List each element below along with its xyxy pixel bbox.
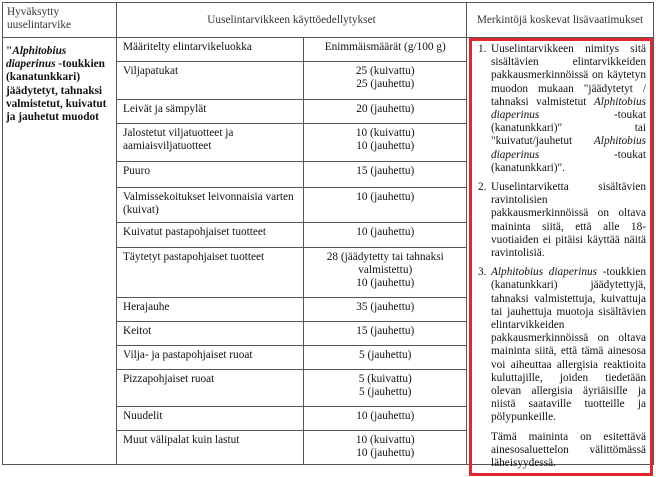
labelling-item xyxy=(478,43,646,175)
amount-cell xyxy=(303,406,467,430)
category-cell: Keitot xyxy=(117,321,303,345)
category-cell: Valmissekoitukset leivonnaisia varten (kuivat) xyxy=(117,187,303,222)
category-column-header: Määritelty elintarvikeluokka xyxy=(117,38,303,61)
amount-line: 15 (jauhettu) xyxy=(356,324,415,337)
amount-line: 5 (kuivattu) xyxy=(358,372,412,385)
amount-cell xyxy=(303,345,467,369)
amount-line: 10 (kuivattu) xyxy=(355,433,415,446)
amount-line: 10 (jauhettu) xyxy=(356,190,415,203)
amount-cell xyxy=(303,430,467,464)
amount-line: 10 (jauhettu) xyxy=(356,409,415,422)
body-row xyxy=(3,38,654,465)
amount-cell xyxy=(303,222,467,247)
labelling-final-paragraph: Tämä maininta on esitettävä ainesosaluettelon välittömässä läheisyydessä. xyxy=(491,430,646,470)
category-cell: Viljapatukat xyxy=(117,61,303,99)
table-row xyxy=(117,99,467,123)
category-cell: Muut välipalat kuin lastut xyxy=(123,433,240,446)
item-number: 3. xyxy=(478,266,487,279)
table-row xyxy=(117,430,467,464)
category-cell: Nuudelit xyxy=(117,406,303,430)
item-text: Uuselintarviketta sisältävien ravintolisien pakkausmerkinnöissä on oltava maininta siitä, että alle 18-vuotiaiden ei pitäisi käyttää näitä ravintolisiä. xyxy=(491,181,646,260)
item-text: Alphitobius diaperinus -toukkien (kanatunkkari) jäädytettyjä, tahnaksi valmistettuja, kuivattuja tai jauhettuja muotoja sisältävien elintarvikkeiden pakkausmerkinnöissä on oltava maininta siitä, että tämä ainesosa voi aiheuttaa allergisia reaktioita kuluttajille, joiden tiedetään olevan allergisia äyriäisille ja niistä saataville tuotteille ja pölypunkeille. xyxy=(491,266,646,424)
category-cell: Täytetyt pastapohjaiset tuotteet xyxy=(117,247,303,297)
amount-cell xyxy=(303,369,467,406)
labelling-item xyxy=(478,181,646,260)
amount-cell xyxy=(303,187,467,222)
category-cell: Leivät ja sämpylät xyxy=(117,99,303,123)
amount-line: 35 (jauhettu) xyxy=(356,300,415,313)
header-row xyxy=(3,3,654,38)
category-cell: Jalostetut viljatuotteet ja aamiaisviljatuotteet xyxy=(117,123,303,161)
conditions-cell xyxy=(117,38,467,465)
amount-line: 20 (jauhettu) xyxy=(356,102,415,115)
amount-cell xyxy=(303,321,467,345)
table-row xyxy=(117,161,467,187)
species-name: Alphitobius diaperinus xyxy=(6,45,67,71)
conditions-header-row xyxy=(117,38,467,61)
category-cell: Vilja- ja pastapohjaiset ruoat xyxy=(117,345,303,369)
labelling-item xyxy=(478,266,646,424)
amount-line: 25 (kuivattu) xyxy=(355,64,415,77)
amount-line: 15 (jauhettu) xyxy=(356,164,415,177)
table-row xyxy=(117,222,467,247)
novel-food-name: "Alphitobius diaperinus -toukkien (kanatunkkari) jäädytetyt, tahnaksi valmistetut, kuivatut ja jauhetut muodot xyxy=(3,38,117,465)
table-row xyxy=(117,187,467,222)
item-text: Uuselintarvikkeen nimitys sitä sisältävien elintarvikkeiden pakkausmerkinnöissä on käytetyn muodon mukaan "jäädytetyt / tahnaksi valmistetut Alphitobius diaperinus -toukat (kanatunkkari)" tai "kuivatut/jauhetut Alphitobius diaperinus -toukat (kanatunkkari)". xyxy=(491,43,646,174)
amount-cell xyxy=(303,99,467,123)
amount-line: 28 (jäädytetty tai tahnaksi valmistettu) xyxy=(326,250,444,276)
amount-cell xyxy=(303,61,467,99)
amount-line: 5 (jauhettu) xyxy=(359,385,412,398)
labelling-cell xyxy=(467,38,654,470)
table-row xyxy=(117,123,467,161)
novel-food-forms: -toukkien (kanatunkkari) jäädytetyt, tahnaksi valmistetut, kuivatut ja jauhetut muodot xyxy=(6,58,107,124)
amount-line: 5 (jauhettu) xyxy=(359,348,412,361)
table-row xyxy=(117,406,467,430)
table-row xyxy=(117,247,467,297)
amount-line: 10 (jauhettu) xyxy=(356,446,415,459)
category-cell: Pizzapohjaiset ruoat xyxy=(117,369,303,406)
amount-column-header: Enimmäismäärät (g/100 g) xyxy=(303,38,467,61)
amount-cell xyxy=(303,297,467,321)
amount-line: 10 (jauhettu) xyxy=(356,276,415,289)
conditions-header: Uuselintarvikkeen käyttöedellytykset xyxy=(117,3,467,38)
amount-line: 10 (kuivattu) xyxy=(355,126,415,139)
amount-line: 10 (jauhettu) xyxy=(356,225,415,238)
table-row xyxy=(117,61,467,99)
table-row xyxy=(117,345,467,369)
item-number: 1. xyxy=(478,43,487,55)
category-cell: Herajauhe xyxy=(117,297,303,321)
highlight-box xyxy=(469,38,653,476)
item-number: 2. xyxy=(478,181,487,194)
table-row xyxy=(117,369,467,406)
amount-line: 10 (jauhettu) xyxy=(356,139,415,152)
amount-cell xyxy=(303,247,467,297)
table-row xyxy=(117,297,467,321)
labelling-header: Merkintöjä koskevat lisävaatimukset xyxy=(467,3,654,38)
table-row xyxy=(117,321,467,345)
amount-cell xyxy=(303,161,467,187)
conditions-table xyxy=(117,38,467,464)
amount-cell xyxy=(303,123,467,161)
novel-food-header: Hyväksytty uuselintarvike xyxy=(3,3,117,38)
category-cell: Puuro xyxy=(117,161,303,187)
category-cell: Kuivatut pastapohjaiset tuotteet xyxy=(117,222,303,247)
amount-line: 25 (jauhettu) xyxy=(356,77,415,90)
regulation-table xyxy=(2,2,654,470)
